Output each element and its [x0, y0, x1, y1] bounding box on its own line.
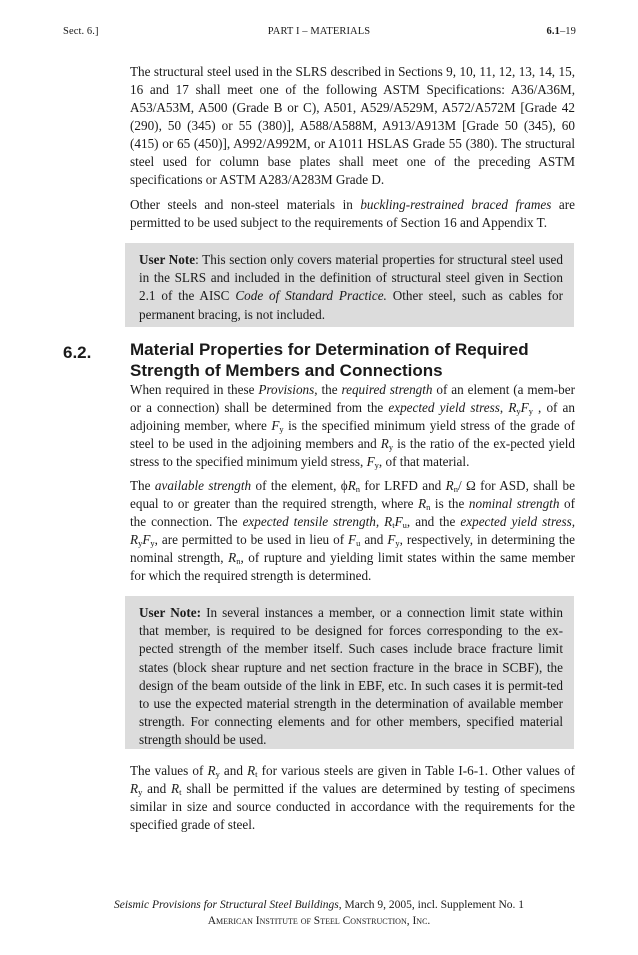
- paragraph-values-ry-rt: The values of $R_y$ and $R_t$ for various steels are given in Table I-6-1. Other values of $R_y$ and $R_t$ shall be permitted if the values are determined by testing of specimens similar in size and source conducted in accordance with the requirements for the specified grade of steel.: [130, 763, 576, 832]
- user-note-2: User Note: In several instances a member, or a connection limit state within that member, is required to be designed for forces corresponding to the ex-pected strength of the member itself. Such cases include brace fracture limit states (block shear rupture and net section fracture in the brace in SCBF), the design of the beam outside of the link in EBF, etc. In such cases it is permit-ted to use the expected material strength in the determination of available member strength. For connecting elements and for other members, specified material strength should be used.: [125, 596, 574, 749]
- page-number-bold: 6.1: [546, 26, 560, 37]
- footer-publisher: American Institute of Steel Construction, Inc.: [207, 915, 431, 927]
- running-header-part: PART I – MATERIALS: [267, 26, 371, 37]
- user-note-label: User Note: [139, 252, 196, 267]
- running-header-section: Sect. 6.]: [63, 26, 99, 37]
- page-number: [547, 26, 577, 37]
- paragraph-required-strength: When required in these Provisions, the required strength of an element (a mem-ber or a connection) shall be determined from the expected yield stress, $R_yF_y$ , of an adjoining member, where $F_y$ is the specified minimum yield stress of the grade of steel to be used in the adjoining members and $R_y$ is the ratio of the ex-pected yield stress to the specified minimum yield stress, $F_y$, of that material.: [130, 382, 575, 470]
- paragraph-other-steels: Other steels and non-steel materials in buckling-restrained braced frames are permitted to be used subject to the requirements of Section 16 and Appendix T.: [130, 197, 575, 230]
- user-note-1: User Note: This section only covers material properties for structural steel used in the SLRS and included in the definition of structural steel given in Section 2.1 of the AISC Code of Standard Practice. Other steel, such as cables for permanent bracing, is not included.: [125, 243, 574, 327]
- paragraph-structural-steel: The structural steel used in the SLRS described in Sections 9, 10, 11, 12, 13, 14, 15, 16 and 17 shall meet one of the following ASTM Specifications: A36/A36M, A53/A53M, A500 (Grade B or C), A501, A529/A529M, A572/A572M [Grade 42 (290), 50 (345) or 55 (380)], A588/A588M, A913/A913M [Grade 50 (345), 60 (415) or 65 (450)], A992/A992M, or A1011 HSLAS Grade 55 (380). The structural steel used for column base plates shall meet one of the preceding ASTM specifications or ASTM A283/A283M Grade D.: [130, 64, 575, 187]
- section-title: Material Properties for Determination of Required Strength of Members and Connections: [130, 340, 529, 380]
- paragraph-available-strength: The available strength of the element, $\phi R_n$ for LRFD and $R_n/$ Ω for ASD, shall be equal to or greater than the required strength, where $R_n$ is the nominal strength of the connection. The expected tensile strength, $R_tF_u$, and the expected yield stress, $R_yF_y$, are permitted to be used in lieu of $F_u$ and $F_y$, respectively, in determining the nominal strength, $R_n$, of rupture and yielding limit states within the same member for which the required strength is determined.: [130, 478, 576, 583]
- section-number: 6.2.: [63, 343, 92, 362]
- page-number-rest: –19: [559, 26, 576, 37]
- footer-citation: Seismic Provisions for Structural Steel Buildings, March 9, 2005, incl. Supplement No. 1: [113, 899, 525, 911]
- user-note-label: User Note:: [139, 605, 201, 620]
